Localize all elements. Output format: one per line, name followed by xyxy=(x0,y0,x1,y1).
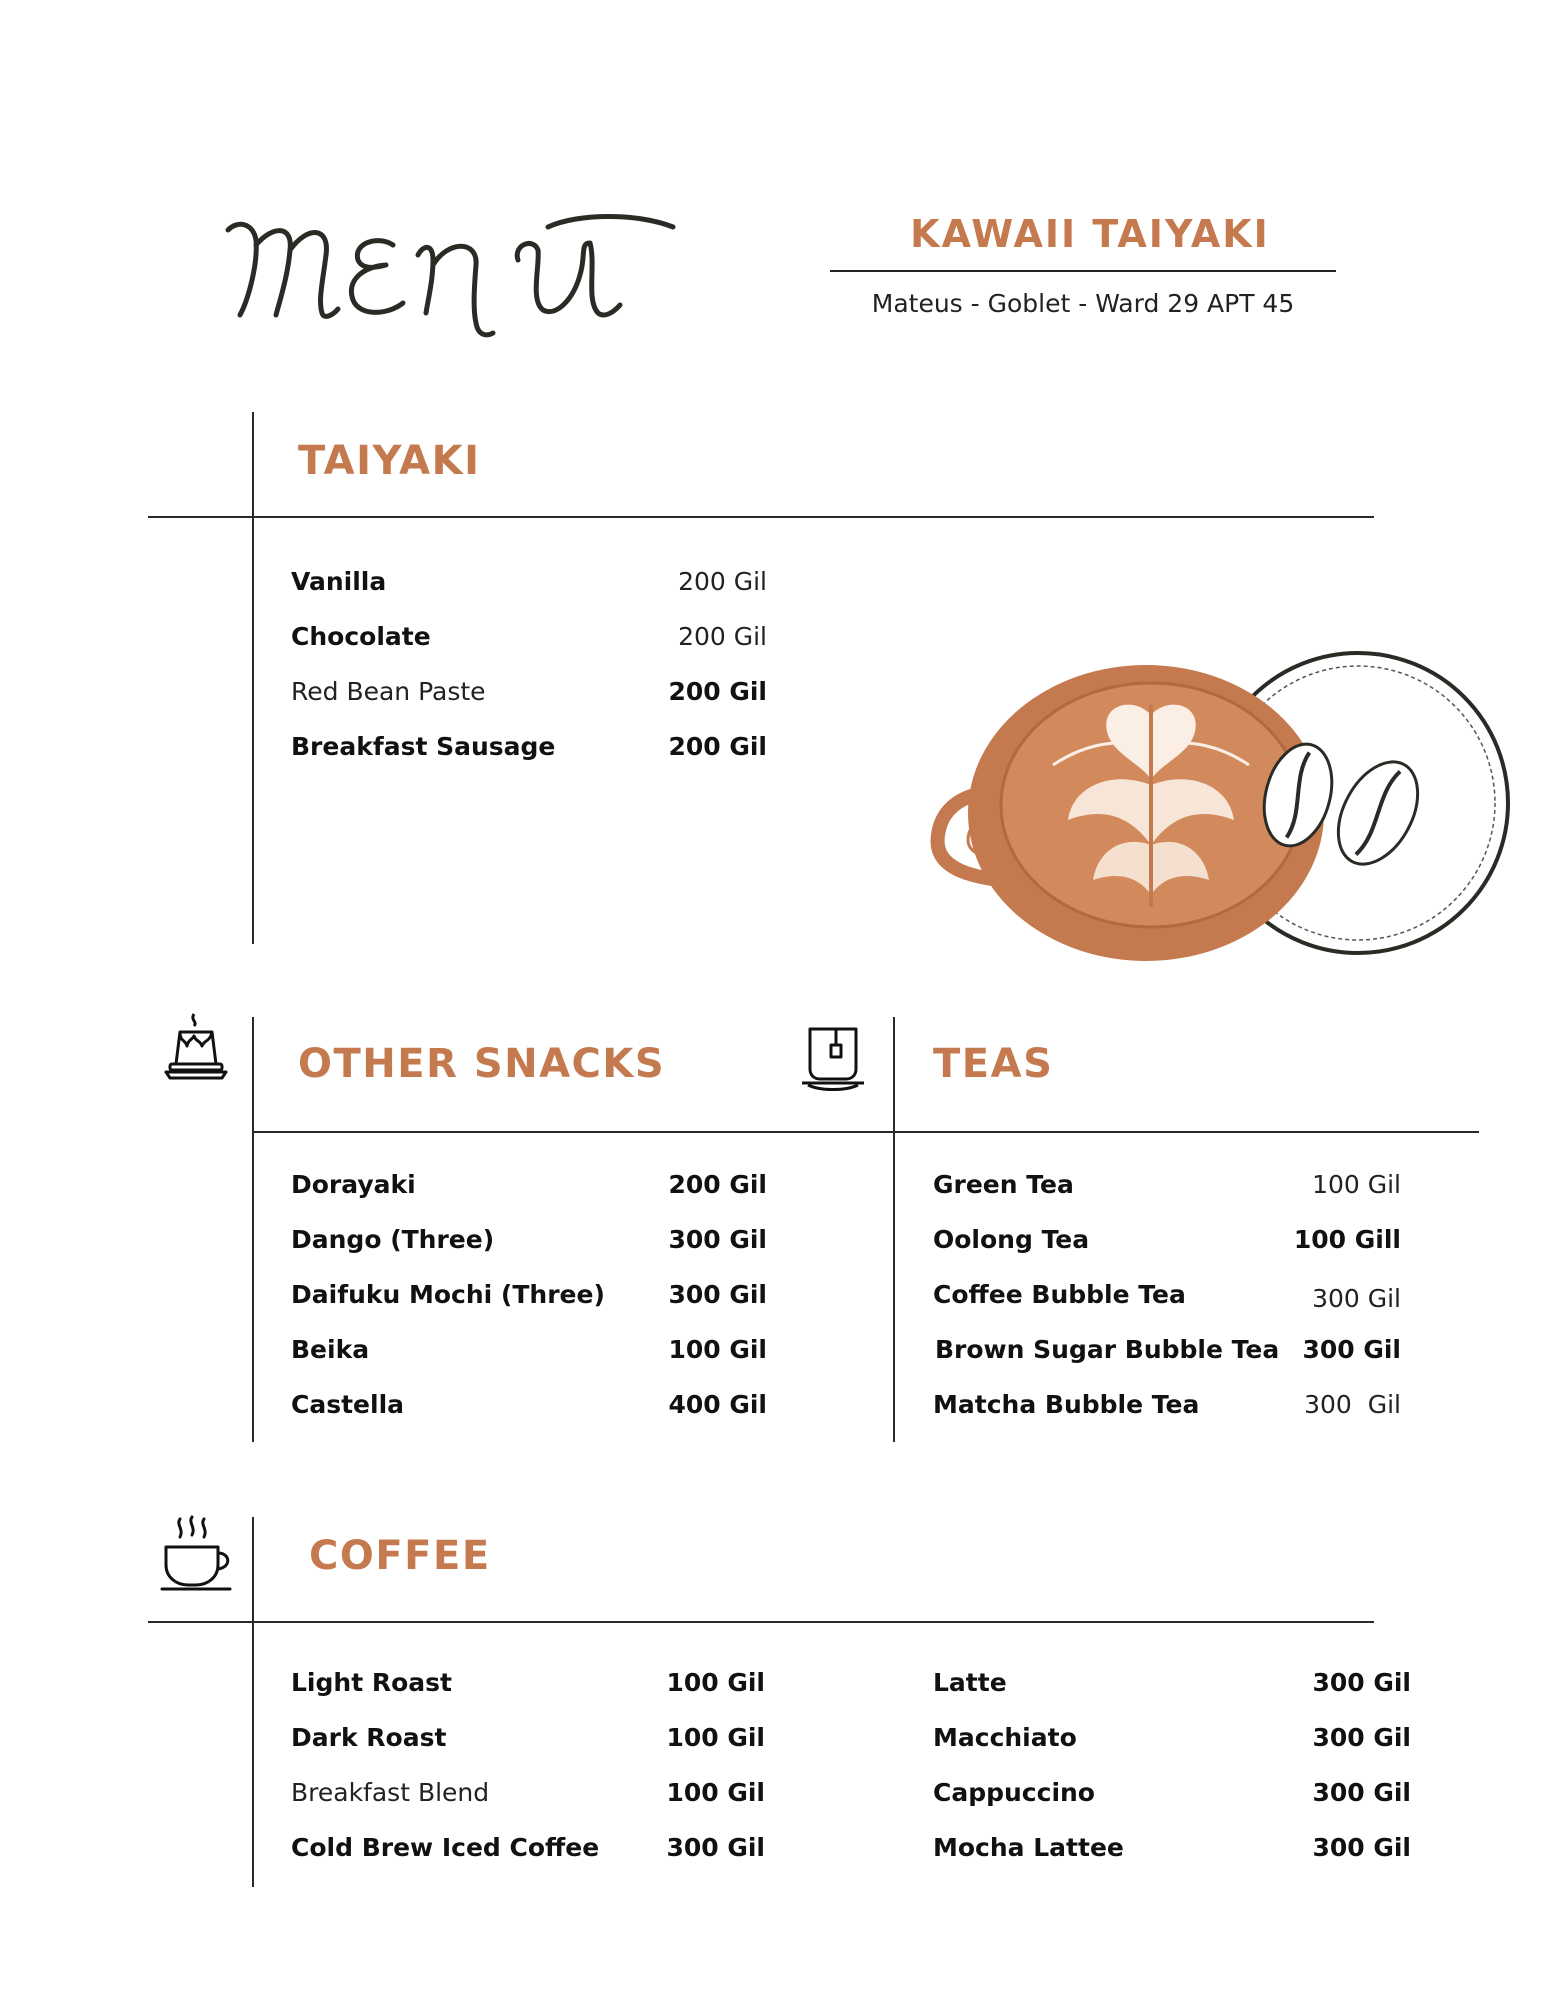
menu-item-price: 200 Gil xyxy=(678,622,767,651)
menu-item-price: 300 Gil xyxy=(1312,1778,1411,1807)
menu-item-price: 100 Gil xyxy=(666,1723,765,1752)
menu-item-price: 100 Gil xyxy=(666,1668,765,1697)
section-title-other-snacks: OTHER SNACKS xyxy=(298,1041,666,1087)
menu-item-name: Cold Brew Iced Coffee xyxy=(291,1833,600,1862)
menu-item-name: Macchiato xyxy=(933,1723,1077,1752)
pudding-icon xyxy=(160,1010,232,1082)
menu-item-price: 300 Gil xyxy=(1312,1723,1411,1752)
menu-item-name: Chocolate xyxy=(291,622,431,651)
menu-item-price: 100 Gil xyxy=(666,1778,765,1807)
menu-item-name: Vanilla xyxy=(291,567,387,596)
coffee-vertical-rule xyxy=(252,1517,254,1887)
section-title-coffee: COFFEE xyxy=(309,1533,491,1579)
menu-item-name: Dorayaki xyxy=(291,1170,416,1199)
steaming-coffee-icon xyxy=(160,1515,234,1591)
coffee-horizontal-rule xyxy=(148,1621,1374,1623)
menu-item-price: 200 Gil xyxy=(668,677,767,706)
menu-item-name: Matcha Bubble Tea xyxy=(933,1390,1200,1419)
menu-item-price: 400 Gil xyxy=(668,1390,767,1419)
taiyaki-horizontal-rule xyxy=(148,516,1374,518)
menu-item-name: Cappuccino xyxy=(933,1778,1095,1807)
menu-item-name: Dark Roast xyxy=(291,1723,447,1752)
menu-item-name: Beika xyxy=(291,1335,370,1364)
menu-item-price: 300 Gil xyxy=(1312,1833,1411,1862)
menu-item-name: Dango (Three) xyxy=(291,1225,495,1254)
menu-item-name: Oolong Tea xyxy=(933,1225,1090,1254)
menu-script-title xyxy=(218,205,688,355)
menu-item-price: 200 Gil xyxy=(678,567,767,596)
menu-item-price: 200 Gil xyxy=(668,1170,767,1199)
tea-cup-icon xyxy=(800,1025,866,1091)
menu-item-price: 300 Gil xyxy=(668,1225,767,1254)
menu-item-name: Breakfast Sausage xyxy=(291,732,556,761)
menu-item-price: 300 Gil xyxy=(1302,1335,1401,1364)
menu-item-name: Castella xyxy=(291,1390,405,1419)
snacks-horizontal-rule xyxy=(252,1131,1479,1133)
menu-item-price: 200 Gil xyxy=(668,732,767,761)
menu-item-name: Red Bean Paste xyxy=(291,677,486,706)
restaurant-address: Mateus - Goblet - Ward 29 APT 45 xyxy=(871,289,1295,318)
menu-item-price: 100 Gil xyxy=(1312,1170,1401,1199)
menu-item-price: 300 Gil xyxy=(666,1833,765,1862)
section-title-teas: TEAS xyxy=(933,1041,1054,1087)
menu-item-name: Coffee Bubble Tea xyxy=(933,1280,1186,1309)
section-title-taiyaki: TAIYAKI xyxy=(298,438,481,484)
teas-vertical-rule xyxy=(893,1017,895,1442)
menu-item-name: Light Roast xyxy=(291,1668,452,1697)
header-divider xyxy=(830,270,1336,272)
menu-item-price: 100 Gill xyxy=(1293,1225,1401,1254)
taiyaki-vertical-rule xyxy=(252,412,254,944)
snacks-vertical-rule xyxy=(252,1017,254,1442)
menu-item-name: Latte xyxy=(933,1668,1007,1697)
menu-item-name: Brown Sugar Bubble Tea xyxy=(935,1335,1280,1364)
menu-item-price: 300 Gil xyxy=(1304,1390,1401,1419)
menu-item-name: Mocha Lattee xyxy=(933,1833,1124,1862)
menu-item-price: 300 Gil xyxy=(668,1280,767,1309)
menu-item-price: 300 Gil xyxy=(1312,1284,1401,1313)
menu-item-price: 300 Gil xyxy=(1312,1668,1411,1697)
menu-item-price: 100 Gil xyxy=(668,1335,767,1364)
restaurant-name: KAWAII TAIYAKI xyxy=(910,212,1270,256)
menu-item-name: Green Tea xyxy=(933,1170,1074,1199)
menu-item-name: Daifuku Mochi (Three) xyxy=(291,1280,605,1309)
menu-item-name: Breakfast Blend xyxy=(291,1778,490,1807)
latte-art-illustration-icon xyxy=(893,645,1523,965)
